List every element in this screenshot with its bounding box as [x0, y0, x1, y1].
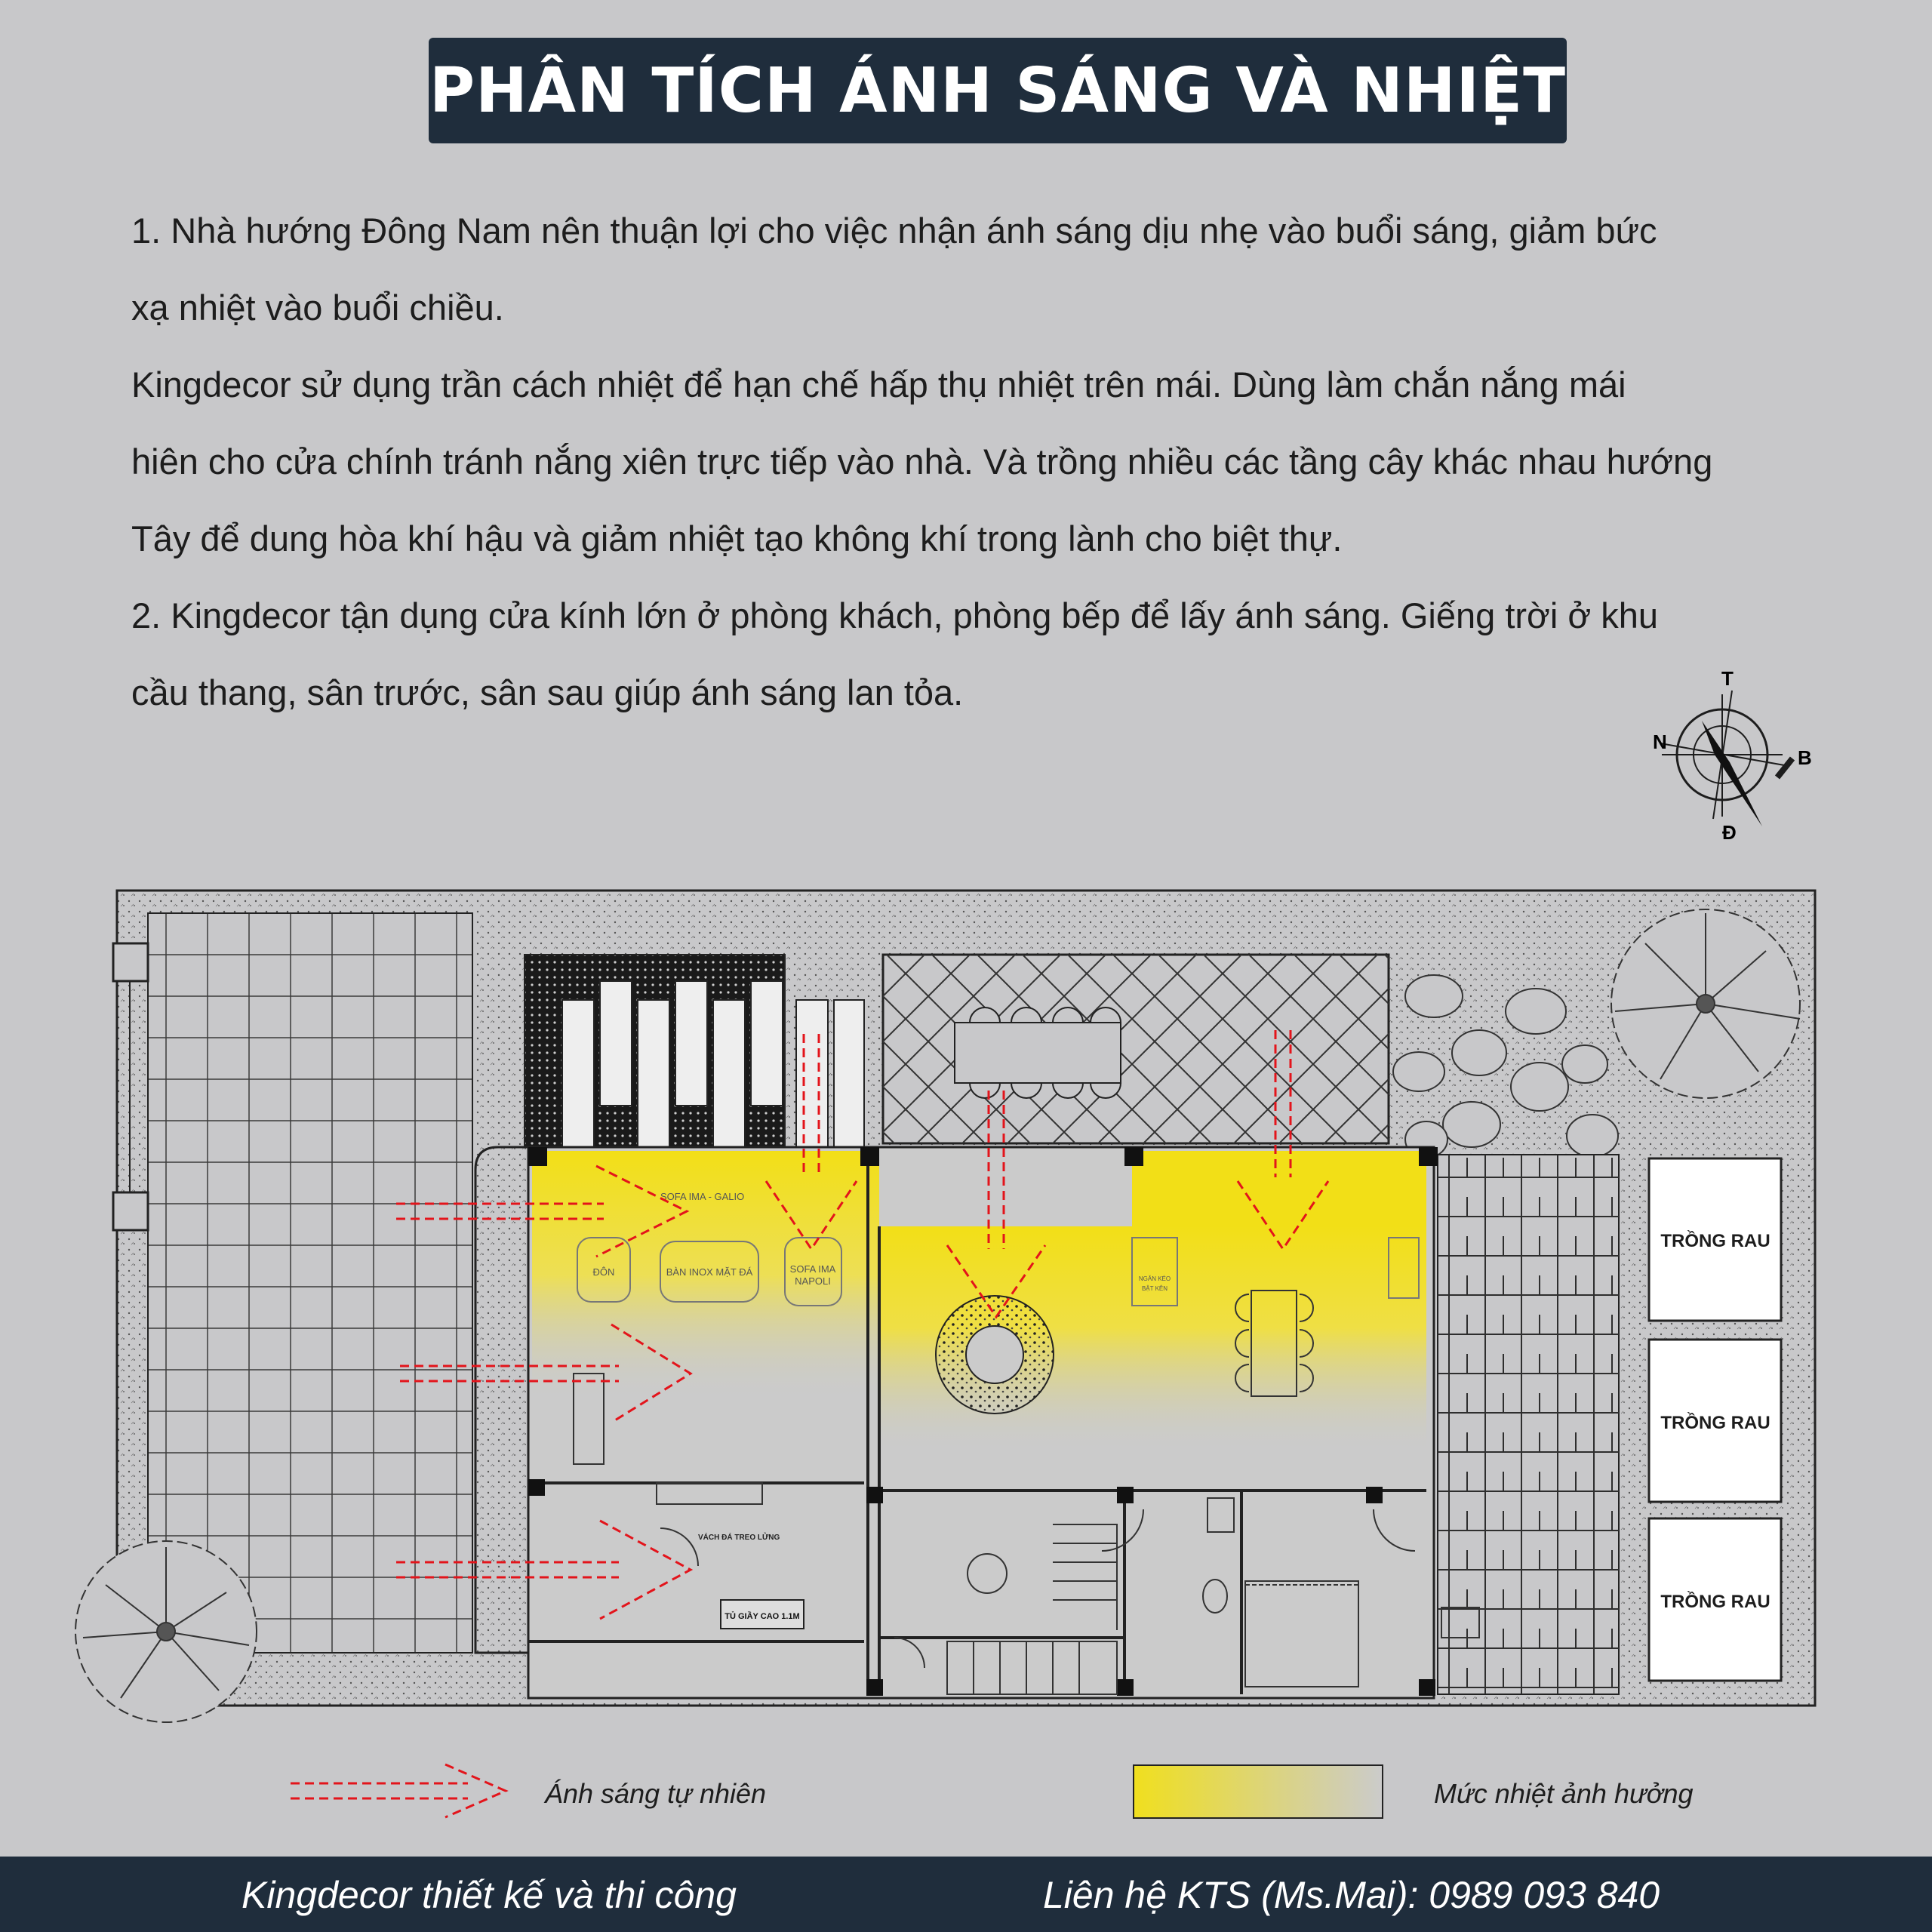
furniture-label: VÁCH ĐÁ TREO LỬNG	[698, 1534, 780, 1542]
legend	[291, 1764, 1383, 1818]
paragraph-line: Tây để dung hòa khí hậu và giảm nhiệt tạo không khí trong lành cho biệt thự.	[131, 518, 1343, 558]
paragraph-line: 1. Nhà hướng Đông Nam nên thuận lợi cho việc nhận ánh sáng dịu nhẹ vào buổi sáng, giảm bức	[131, 211, 1657, 251]
furniture-label: BÀN INOX MẶT ĐÁ	[666, 1266, 753, 1278]
page-title: PHÂN TÍCH ÁNH SÁNG VÀ NHIỆT	[429, 54, 1567, 127]
compass-south-label: Đ	[1722, 821, 1737, 844]
compass-north-label: T	[1721, 667, 1734, 690]
footer-company: Kingdecor thiết kế và thi công	[242, 1874, 737, 1916]
footer-contact[interactable]: Liên hệ KTS (Ms.Mai): 0989 093 840	[1043, 1874, 1660, 1916]
footer-bar	[0, 1857, 1932, 1932]
paragraph-line: 2. Kingdecor tận dụng cửa kính lớn ở phòng khách, phòng bếp để lấy ánh sáng. Giếng trời ở khu	[131, 595, 1659, 635]
paragraph-line: hiên cho cửa chính tránh nắng xiên trực tiếp vào nhà. Và trồng nhiều các tầng cây khác nhau hướng	[131, 441, 1713, 481]
tree-icon	[75, 1541, 257, 1722]
garden-label: TRỒNG RAU	[1660, 1413, 1770, 1433]
furniture-label: SOFA IMA - GALIO	[660, 1191, 745, 1202]
tree-icon	[1611, 909, 1800, 1098]
furniture-label: NAPOLI	[795, 1275, 831, 1287]
heat-legend-swatch	[1134, 1765, 1383, 1818]
heat-zone	[1132, 1151, 1426, 1226]
outdoor-dining-set	[955, 1008, 1121, 1098]
round-rug	[936, 1296, 1054, 1414]
compass-icon	[1660, 691, 1792, 826]
legend-arrow	[291, 1764, 506, 1817]
furniture-label: SOFA IMA	[789, 1263, 836, 1275]
house-floor	[475, 1147, 1479, 1698]
furniture-label: NGĂN KÉO	[1138, 1275, 1171, 1282]
paragraph-line: Kingdecor sử dụng trần cách nhiệt để hạn chế hấp thụ nhiệt trên mái. Dùng làm chắn nắng mái	[131, 365, 1626, 405]
paragraph-line: cầu thang, sân trước, sân sau giúp ánh sáng lan tỏa.	[131, 672, 964, 712]
garden-label: TRỒNG RAU	[1660, 1231, 1770, 1251]
compass-west-label: N	[1653, 731, 1667, 753]
paragraph-line: xạ nhiệt vào buổi chiều.	[131, 288, 504, 328]
furniture-label: ĐÔN	[592, 1266, 615, 1278]
garden-label: TRỒNG RAU	[1660, 1592, 1770, 1612]
legend-heat-label: Mức nhiệt ảnh hưởng	[1434, 1778, 1694, 1809]
furniture-label: BẬT KÊN	[1141, 1285, 1168, 1292]
furniture-label: TỦ GIẦY CAO 1.1M	[724, 1612, 800, 1621]
legend-light-label: Ánh sáng tự nhiên	[545, 1778, 767, 1809]
compass-east-label: B	[1798, 746, 1812, 769]
